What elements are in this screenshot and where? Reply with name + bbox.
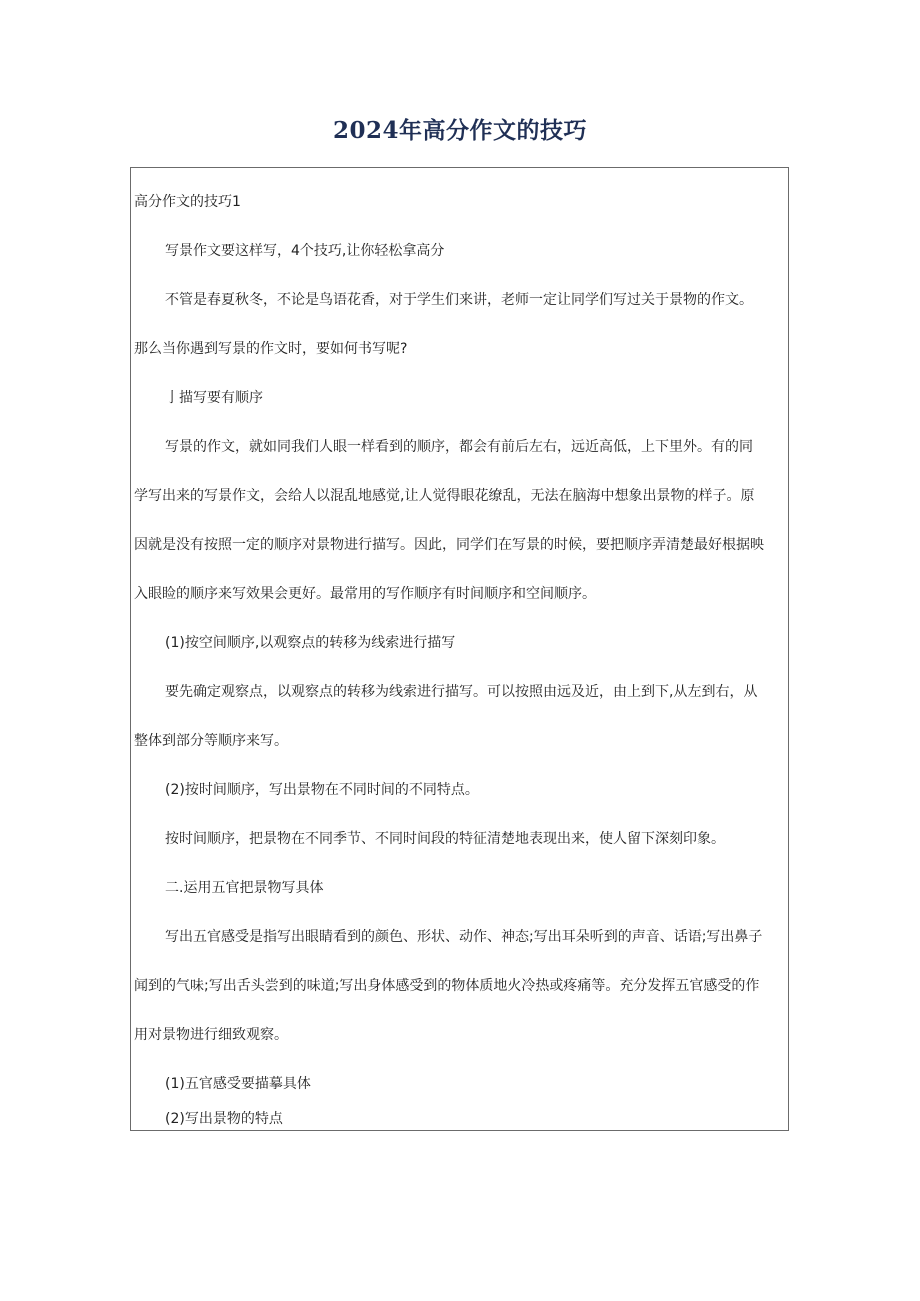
subheading-space-order bbox=[134, 619, 786, 668]
text-line: 闻到的气味;写出舌头尝到的味道;写出身体感受到的物体质地火冷热或疼痛等。充分发挥五官感受的作 bbox=[134, 978, 760, 994]
subheading-senses-detail bbox=[134, 1060, 786, 1109]
text-line: (2)按时间顺序，写出景物在不同时间的不同特点。 bbox=[165, 782, 479, 798]
subheading-scene-features bbox=[134, 1109, 786, 1129]
text-line: 写出五官感受是指写出眼睛看到的颜色、形状、动作、神态;写出耳朵听到的声音、话语;写出鼻子 bbox=[165, 929, 763, 945]
paragraph-time-order bbox=[134, 815, 786, 864]
text-line: 要先确定观察点，以观察点的转移为线索进行描写。可以按照由远及近，由上到下,从左到右，从 bbox=[165, 684, 758, 700]
text-line: 整体到部分等顺序来写。 bbox=[134, 733, 288, 749]
section-heading-senses bbox=[134, 864, 786, 913]
subheading-time-order bbox=[134, 766, 786, 815]
paragraph-heading bbox=[134, 178, 786, 227]
text-line: 写景作文要这样写，4个技巧,让你轻松拿高分 bbox=[165, 243, 445, 259]
text-line: 因就是没有按照一定的顺序对景物进行描写。因此，同学们在写景的时候，要把顺序弄清楚最好根据映 bbox=[134, 537, 764, 553]
text-line: 亅描写要有顺序 bbox=[165, 390, 263, 406]
text-line: 不管是春夏秋冬，不论是鸟语花香，对于学生们来讲，老师一定让同学们写过关于景物的作文。 bbox=[165, 292, 753, 308]
paragraph-order bbox=[134, 423, 786, 619]
text-line: 按时间顺序，把景物在不同季节、不同时间段的特征清楚地表现出来，使人留下深刻印象。 bbox=[165, 831, 725, 847]
text-line: (2)写出景物的特点 bbox=[165, 1111, 283, 1127]
paragraph-space-order bbox=[134, 668, 786, 766]
text-line: (1)五官感受要描摹具体 bbox=[165, 1076, 311, 1092]
page-title: 2024年高分作文的技巧 bbox=[332, 117, 587, 144]
text-line: 二.运用五官把景物写具体 bbox=[165, 880, 324, 896]
text-line: 那么当你遇到写景的作文时，要如何书写呢? bbox=[134, 341, 408, 357]
text-line: 用对景物进行细致观察。 bbox=[134, 1027, 288, 1043]
text-line: 高分作文的技巧1 bbox=[134, 194, 241, 210]
text-line: (1)按空间顺序,以观察点的转移为线索进行描写 bbox=[165, 635, 456, 651]
content-box bbox=[130, 167, 789, 1131]
section-heading-order bbox=[134, 374, 786, 423]
text-line: 入眼睑的顺序来写效果会更好。最常用的写作顺序有时间顺序和空间顺序。 bbox=[134, 586, 596, 602]
text-line: 写景的作文，就如同我们人眼一样看到的顺序，都会有前后左右，远近高低，上下里外。有的同 bbox=[165, 439, 753, 455]
paragraph-subtitle bbox=[134, 227, 786, 276]
text-line: 学写出来的写景作文，会给人以混乱地感觉,让人觉得眼花缭乱，无法在脑海中想象出景物的样子。原 bbox=[134, 488, 755, 504]
paragraph-senses bbox=[134, 913, 786, 1060]
paragraph-intro bbox=[134, 276, 786, 374]
